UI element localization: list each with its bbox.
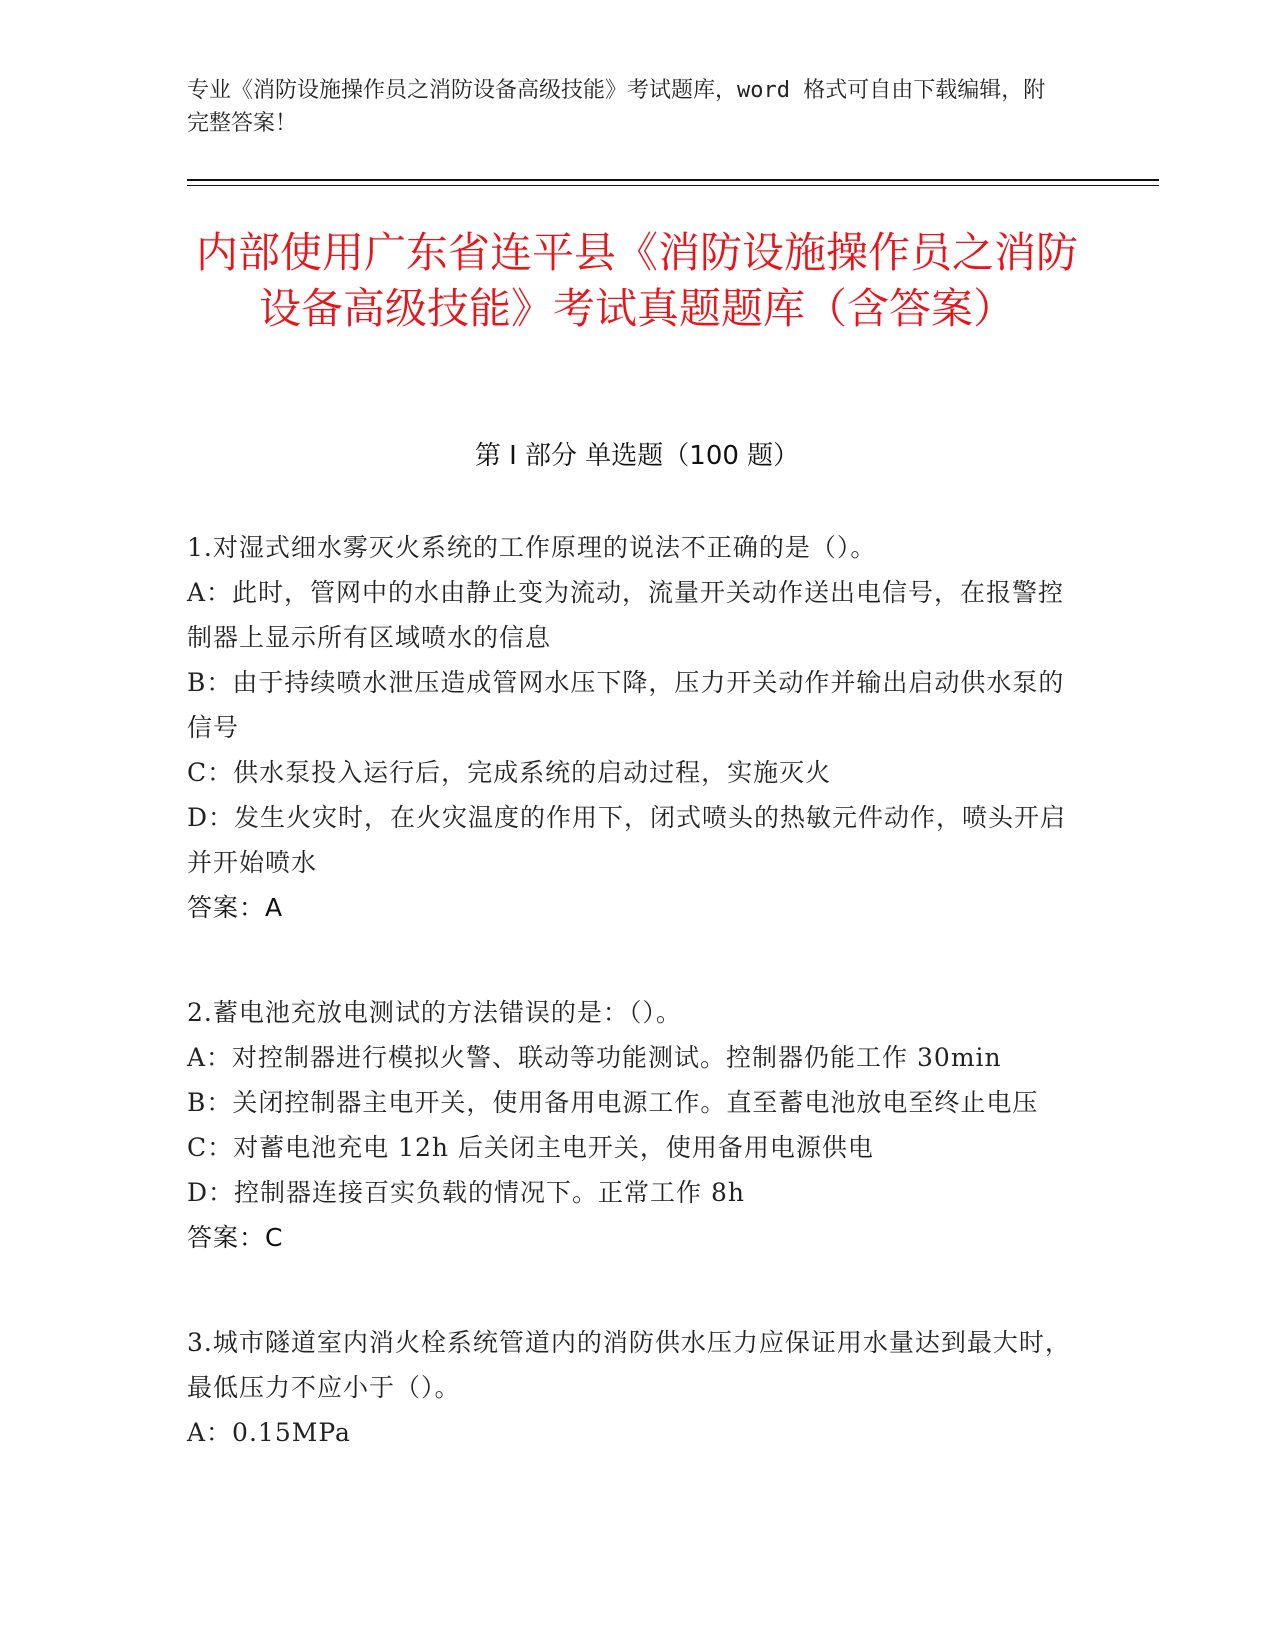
option-c: C：供水泵投入运行后，完成系统的启动过程，实施灭火	[187, 758, 832, 787]
question-stem: 3.城市隧道室内消火栓系统管道内的消防供水压力应保证用水量达到最大时，最低压力不应小于（）。	[187, 1328, 1071, 1402]
option-a: A：0.15MPa	[187, 1418, 351, 1447]
option-a: A：此时，管网中的水由静止变为流动，流量开关动作送出电信号，在报警控制器上显示所有区域喷水的信息	[187, 578, 1065, 652]
answer-line: 答案：C	[187, 1223, 284, 1252]
document-title: 内部使用广东省连平县《消防设施操作员之消防设备高级技能》考试真题题库（含答案）	[195, 228, 1078, 333]
option-d: D：控制器连接百实负载的情况下。正常工作 8h	[187, 1178, 745, 1207]
option-b: B：关闭控制器主电开关，使用备用电源工作。直至蓄电池放电至终止电压	[187, 1088, 1039, 1117]
header-divider-thin	[187, 185, 1159, 186]
header-note: 专业《消防设施操作员之消防设备高级技能》考试题库，word 格式可自由下载编辑，附完整答案！	[187, 78, 1046, 136]
question-1	[187, 525, 1077, 930]
question-2	[187, 990, 1077, 1260]
question-stem: 1.对湿式细水雾灭火系统的工作原理的说法不正确的是（）。	[187, 533, 877, 562]
question-stem: 2.蓄电池充放电测试的方法错误的是：（）。	[187, 998, 682, 1027]
section-heading: 第 I 部分 单选题（100 题）	[474, 441, 800, 471]
option-b: B：由于持续喷水泄压造成管网水压下降，压力开关动作并输出启动供水泵的信号	[187, 668, 1065, 742]
question-list	[187, 525, 1077, 1515]
option-a: A：对控制器进行模拟火警、联动等功能测试。控制器仍能工作 30min	[187, 1043, 1002, 1072]
answer-line: 答案：A	[187, 893, 284, 922]
header-divider-thick	[187, 179, 1159, 181]
question-3	[187, 1320, 1077, 1455]
option-c: C：对蓄电池充电 12h 后关闭主电开关，使用备用电源供电	[187, 1133, 874, 1162]
option-d: D：发生火灾时，在火灾温度的作用下，闭式喷头的热敏元件动作，喷头开启并开始喷水	[187, 803, 1067, 877]
